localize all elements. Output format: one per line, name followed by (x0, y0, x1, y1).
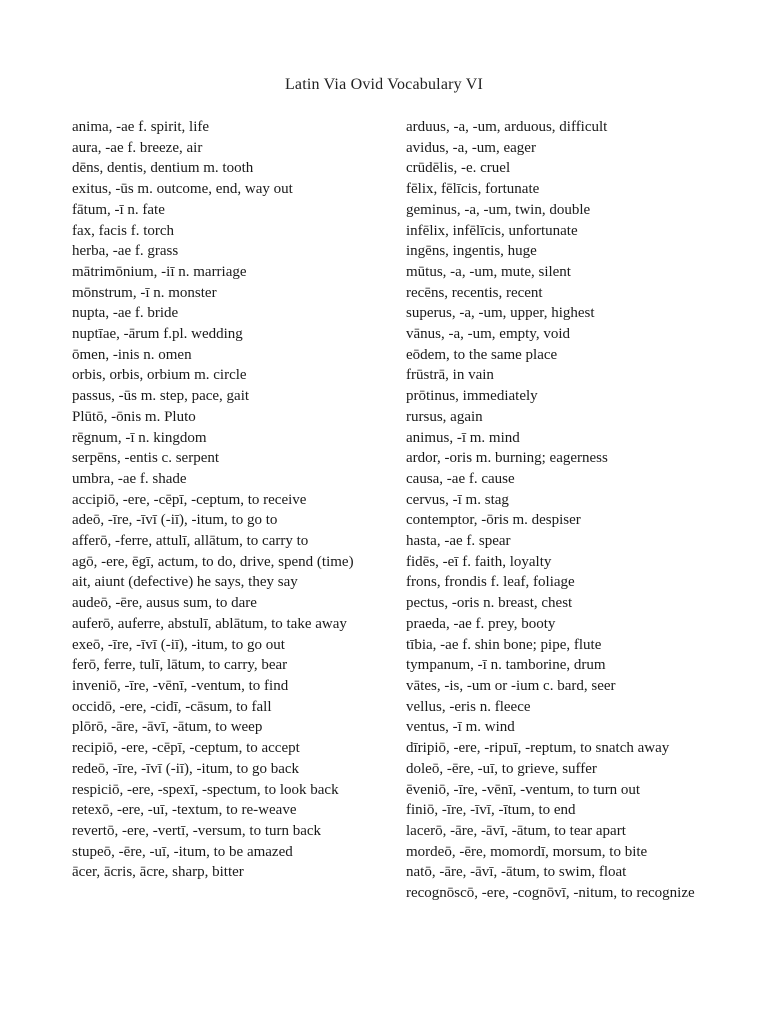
vocab-entry: hasta, -ae f. spear (406, 533, 511, 550)
vocab-entry: fax, facis f. torch (72, 222, 175, 239)
vocab-entry: umbra, -ae f. shade (72, 470, 187, 487)
vocab-entry: retexō, -ere, -uī, -textum, to re-weave (72, 802, 297, 819)
vocab-entry: geminus, -a, -um, twin, double (406, 201, 591, 218)
vocab-entry: stupeō, -ēre, -uī, -itum, to be amazed (72, 843, 293, 860)
vocab-entry: ingēns, ingentis, huge (406, 243, 537, 260)
vocab-entry: nupta, -ae f. bride (72, 305, 179, 322)
vocab-entry: dīripiō, -ere, -ripuī, -reptum, to snatch away (406, 740, 670, 757)
vocab-entry: animus, -ī m. mind (406, 429, 520, 446)
vocab-entry: exitus, -ūs m. outcome, end, way out (72, 181, 293, 198)
vocab-entry: anima, -ae f. spirit, life (72, 119, 210, 135)
vocab-entry: rēgnum, -ī n. kingdom (72, 429, 207, 446)
vocab-entry: accipiō, -ere, -cēpī, -ceptum, to receive (72, 491, 307, 508)
vocab-entry: redeō, -īre, -īvī (-iī), -itum, to go back (72, 760, 300, 777)
vocab-entry: exeō, -īre, -īvī (-iī), -itum, to go out (72, 636, 285, 653)
vocab-entry: mātrimōnium, -iī n. marriage (72, 263, 247, 280)
vocab-entry: inveniō, -īre, -vēnī, -ventum, to find (72, 677, 289, 694)
vocabulary-column-left (72, 117, 370, 883)
vocab-entry: ēveniō, -īre, -vēnī, -ventum, to turn out (406, 781, 641, 798)
vocab-entry: tympanum, -ī n. tamborine, drum (406, 657, 606, 674)
vocab-entry: ventus, -ī m. wind (406, 719, 515, 736)
vocab-entry: lacerō, -āre, -āvī, -ātum, to tear apart (406, 822, 626, 839)
vocab-entry: frūstrā, in vain (406, 367, 494, 384)
vocab-entry: ait, aiunt (defective) he says, they say (72, 574, 298, 591)
vocab-entry: avidus, -a, -um, eager (406, 139, 536, 156)
vocab-entry: contemptor, -ōris m. despiser (406, 512, 581, 529)
vocab-entry: recognōscō, -ere, -cognōvī, -nitum, to recognize (406, 885, 695, 902)
vocab-entry: crūdēlis, -e. cruel (406, 160, 511, 177)
vocab-entry: agō, -ere, ēgī, actum, to do, drive, spend (time) (72, 553, 354, 570)
vocab-entry: eōdem, to the same place (406, 346, 558, 363)
vocab-entry: herba, -ae f. grass (72, 243, 179, 260)
vocab-entry: causa, -ae f. cause (406, 470, 515, 487)
vocab-entry: rursus, again (406, 408, 483, 425)
vocab-entry: finiō, -īre, -īvī, -ītum, to end (406, 802, 576, 819)
vocab-entry: tībia, -ae f. shin bone; pipe, flute (406, 636, 602, 653)
vocab-entry: ferō, ferre, tulī, lātum, to carry, bear (72, 657, 288, 674)
vocab-entry: adeō, -īre, -īvī (-iī), -itum, to go to (72, 512, 278, 529)
vocab-entry: ōmen, -inis n. omen (72, 346, 192, 363)
vocab-entry: nuptīae, -ārum f.pl. wedding (72, 326, 243, 343)
vocab-entry: vellus, -eris n. fleece (406, 698, 531, 715)
vocab-entry: recipiō, -ere, -cēpī, -ceptum, to accept (72, 740, 300, 757)
vocab-entry: cervus, -ī m. stag (406, 491, 509, 508)
vocab-entry: natō, -āre, -āvī, -ātum, to swim, float (406, 864, 627, 881)
vocab-entry: dēns, dentis, dentium m. tooth (72, 160, 254, 177)
vocab-entry: afferō, -ferre, attulī, allātum, to carry to (72, 533, 309, 550)
vocab-entry: aura, -ae f. breeze, air (72, 139, 203, 156)
vocab-entry: superus, -a, -um, upper, highest (406, 305, 595, 322)
vocab-entry: arduus, -a, -um, arduous, difficult (406, 119, 608, 135)
vocab-entry: praeda, -ae f. prey, booty (406, 615, 556, 632)
vocab-entry: ardor, -oris m. burning; eagerness (406, 450, 608, 467)
vocab-entry: Plūtō, -ōnis m. Pluto (72, 408, 196, 425)
vocab-entry: respiciō, -ere, -spexī, -spectum, to look back (72, 781, 339, 798)
vocab-entry: frons, frondis f. leaf, foliage (406, 574, 575, 591)
vocab-entry: occidō, -ere, -cidī, -cāsum, to fall (72, 698, 272, 715)
vocab-entry: orbis, orbis, orbium m. circle (72, 367, 247, 384)
vocab-entry: passus, -ūs m. step, pace, gait (72, 388, 250, 405)
vocab-entry: audeō, -ēre, ausus sum, to dare (72, 595, 257, 612)
vocab-entry: vātes, -is, -um or -ium c. bard, seer (406, 677, 616, 694)
vocab-entry: revertō, -ere, -vertī, -versum, to turn back (72, 822, 322, 839)
vocab-entry: mōnstrum, -ī n. monster (72, 284, 217, 301)
vocab-entry: vānus, -a, -um, empty, void (406, 326, 570, 343)
vocab-entry: infēlix, infēlīcis, unfortunate (406, 222, 578, 239)
vocabulary-column-right (406, 117, 720, 904)
vocab-entry: doleō, -ēre, -uī, to grieve, suffer (406, 760, 597, 777)
vocab-entry: plōrō, -āre, -āvī, -ātum, to weep (72, 719, 263, 736)
vocab-entry: ācer, ācris, ācre, sharp, bitter (72, 864, 244, 881)
vocab-entry: pectus, -oris n. breast, chest (406, 595, 573, 612)
vocab-entry: serpēns, -entis c. serpent (72, 450, 220, 467)
vocab-entry: recēns, recentis, recent (406, 284, 543, 301)
vocab-entry: auferō, auferre, abstulī, ablātum, to take away (72, 615, 347, 632)
vocab-entry: mordeō, -ēre, momordī, morsum, to bite (406, 843, 648, 860)
vocab-entry: mūtus, -a, -um, mute, silent (406, 263, 571, 280)
vocab-entry: prōtinus, immediately (406, 388, 538, 405)
vocab-entry: fidēs, -eī f. faith, loyalty (406, 553, 552, 570)
vocab-entry: fēlix, fēlīcis, fortunate (406, 181, 540, 198)
vocab-entry: fātum, -ī n. fate (72, 201, 165, 218)
page-title: Latin Via Ovid Vocabulary VI (284, 76, 484, 93)
